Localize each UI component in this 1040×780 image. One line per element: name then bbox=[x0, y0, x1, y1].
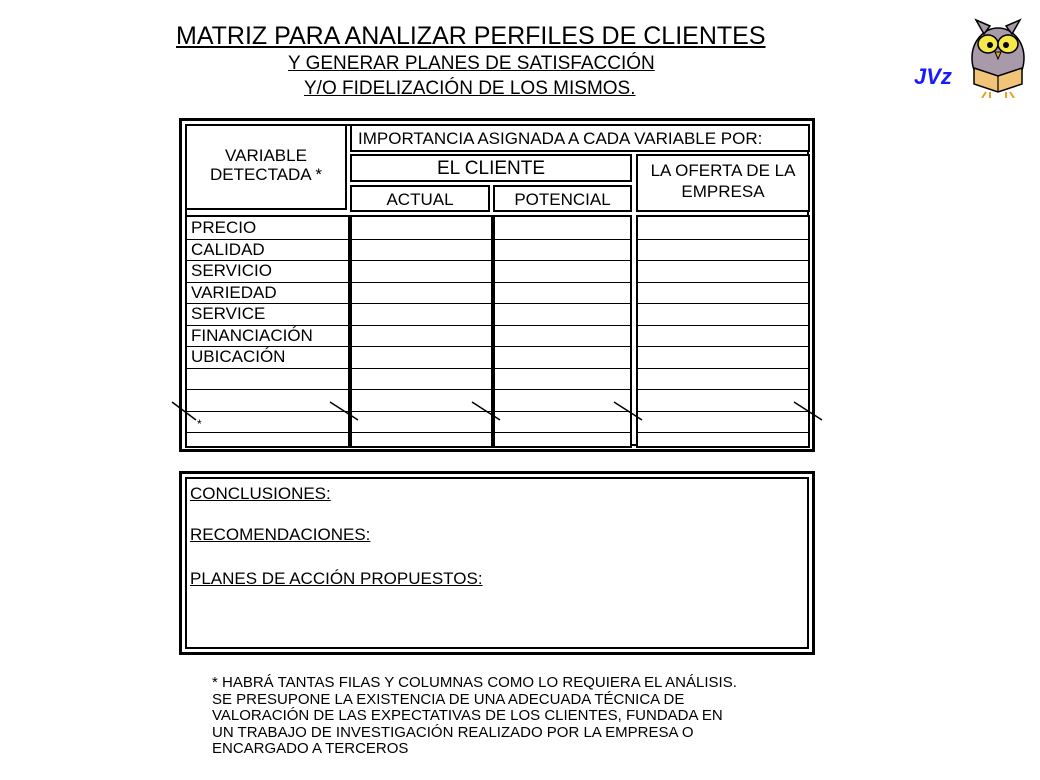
row-divider bbox=[352, 239, 491, 240]
row-divider bbox=[638, 325, 808, 326]
footnote-line: SE PRESUPONE LA EXISTENCIA DE UNA ADECUADA TÉCNICA DE bbox=[212, 690, 685, 708]
row-divider bbox=[495, 346, 630, 347]
page-subtitle-line1: Y GENERAR PLANES DE SATISFACCIÓN bbox=[288, 53, 655, 74]
logo-text: JVz bbox=[914, 64, 952, 89]
row-divider bbox=[495, 368, 630, 369]
client-header-label: EL CLIENTE bbox=[436, 158, 546, 179]
actual-header-label: ACTUAL bbox=[386, 190, 454, 209]
offer-header bbox=[636, 154, 810, 212]
conclusions-frame bbox=[179, 471, 815, 655]
variable-header-line2: DETECTADA * bbox=[209, 165, 323, 184]
row-divider bbox=[638, 432, 808, 433]
row-divider bbox=[187, 389, 348, 390]
potential-header-label: POTENCIAL bbox=[514, 190, 611, 209]
variable-row-label: PRECIO bbox=[191, 218, 257, 237]
row-divider bbox=[495, 389, 630, 390]
row-divider bbox=[638, 282, 808, 283]
conclusions-label: CONCLUSIONES: bbox=[190, 484, 331, 503]
page-title: MATRIZ PARA ANALIZAR PERFILES DE CLIENTES bbox=[176, 22, 766, 50]
row-divider bbox=[638, 389, 808, 390]
row-divider bbox=[638, 260, 808, 261]
variable-row-label: CALIDAD bbox=[191, 239, 265, 259]
row-divider bbox=[495, 260, 630, 261]
variable-row-label: UBICACIÓN bbox=[191, 347, 286, 366]
footnote-line: ENCARGADO A TERCEROS bbox=[212, 740, 409, 757]
variable-row-label: SERVICE bbox=[191, 304, 266, 323]
row-divider bbox=[495, 432, 630, 433]
row-divider bbox=[352, 368, 491, 369]
logo bbox=[914, 6, 1036, 98]
recommendations-label: RECOMENDACIONES: bbox=[190, 525, 371, 544]
actual-header bbox=[350, 185, 490, 212]
action-plans-label: PLANES DE ACCIÓN PROPUESTOS: bbox=[190, 569, 483, 588]
row-divider bbox=[352, 432, 491, 433]
row-divider bbox=[638, 239, 808, 240]
row-divider bbox=[638, 303, 808, 304]
row-divider bbox=[495, 303, 630, 304]
row-divider bbox=[495, 325, 630, 326]
row-divider bbox=[352, 303, 491, 304]
row-divider bbox=[495, 282, 630, 283]
offer-header-line2: EMPRESA bbox=[681, 182, 765, 201]
variable-row-label: * bbox=[197, 416, 202, 431]
owl-reading-book-icon bbox=[960, 6, 1036, 98]
row-divider bbox=[352, 346, 491, 347]
importance-header bbox=[350, 124, 810, 152]
potential-header bbox=[493, 185, 632, 212]
row-divider bbox=[352, 389, 491, 390]
row-divider bbox=[638, 368, 808, 369]
row-break-marks bbox=[160, 396, 830, 428]
variable-header-line1: VARIABLE bbox=[225, 146, 307, 165]
client-header bbox=[350, 154, 632, 182]
row-divider bbox=[187, 368, 348, 369]
variable-row-label: SERVICIO bbox=[191, 261, 272, 280]
variable-row-label: VARIEDAD bbox=[191, 282, 277, 302]
row-divider bbox=[638, 346, 808, 347]
footnote-line: UN TRABAJO DE INVESTIGACIÓN REALIZADO POR LA EMPRESA O bbox=[212, 723, 694, 741]
page-subtitle-line2: Y/O FIDELIZACIÓN DE LOS MISMOS. bbox=[304, 78, 636, 99]
variable-row-label: FINANCIACIÓN bbox=[191, 325, 313, 345]
footnote bbox=[212, 675, 812, 758]
footnote-line: * HABRÁ TANTAS FILAS Y COLUMNAS COMO LO REQUIERA EL ANÁLISIS. bbox=[212, 674, 737, 691]
row-divider bbox=[187, 432, 348, 433]
row-divider bbox=[352, 282, 491, 283]
importance-header-label: IMPORTANCIA ASIGNADA A CADA VARIABLE POR: bbox=[358, 129, 763, 148]
footnote-line: VALORACIÓN DE LAS EXPECTATIVAS DE LOS CLIENTES, FUNDADA EN bbox=[212, 707, 723, 724]
offer-header-line1: LA OFERTA DE LA bbox=[650, 161, 796, 180]
variable-header bbox=[185, 124, 347, 210]
row-divider bbox=[495, 239, 630, 240]
row-divider bbox=[352, 325, 491, 326]
row-divider bbox=[352, 260, 491, 261]
